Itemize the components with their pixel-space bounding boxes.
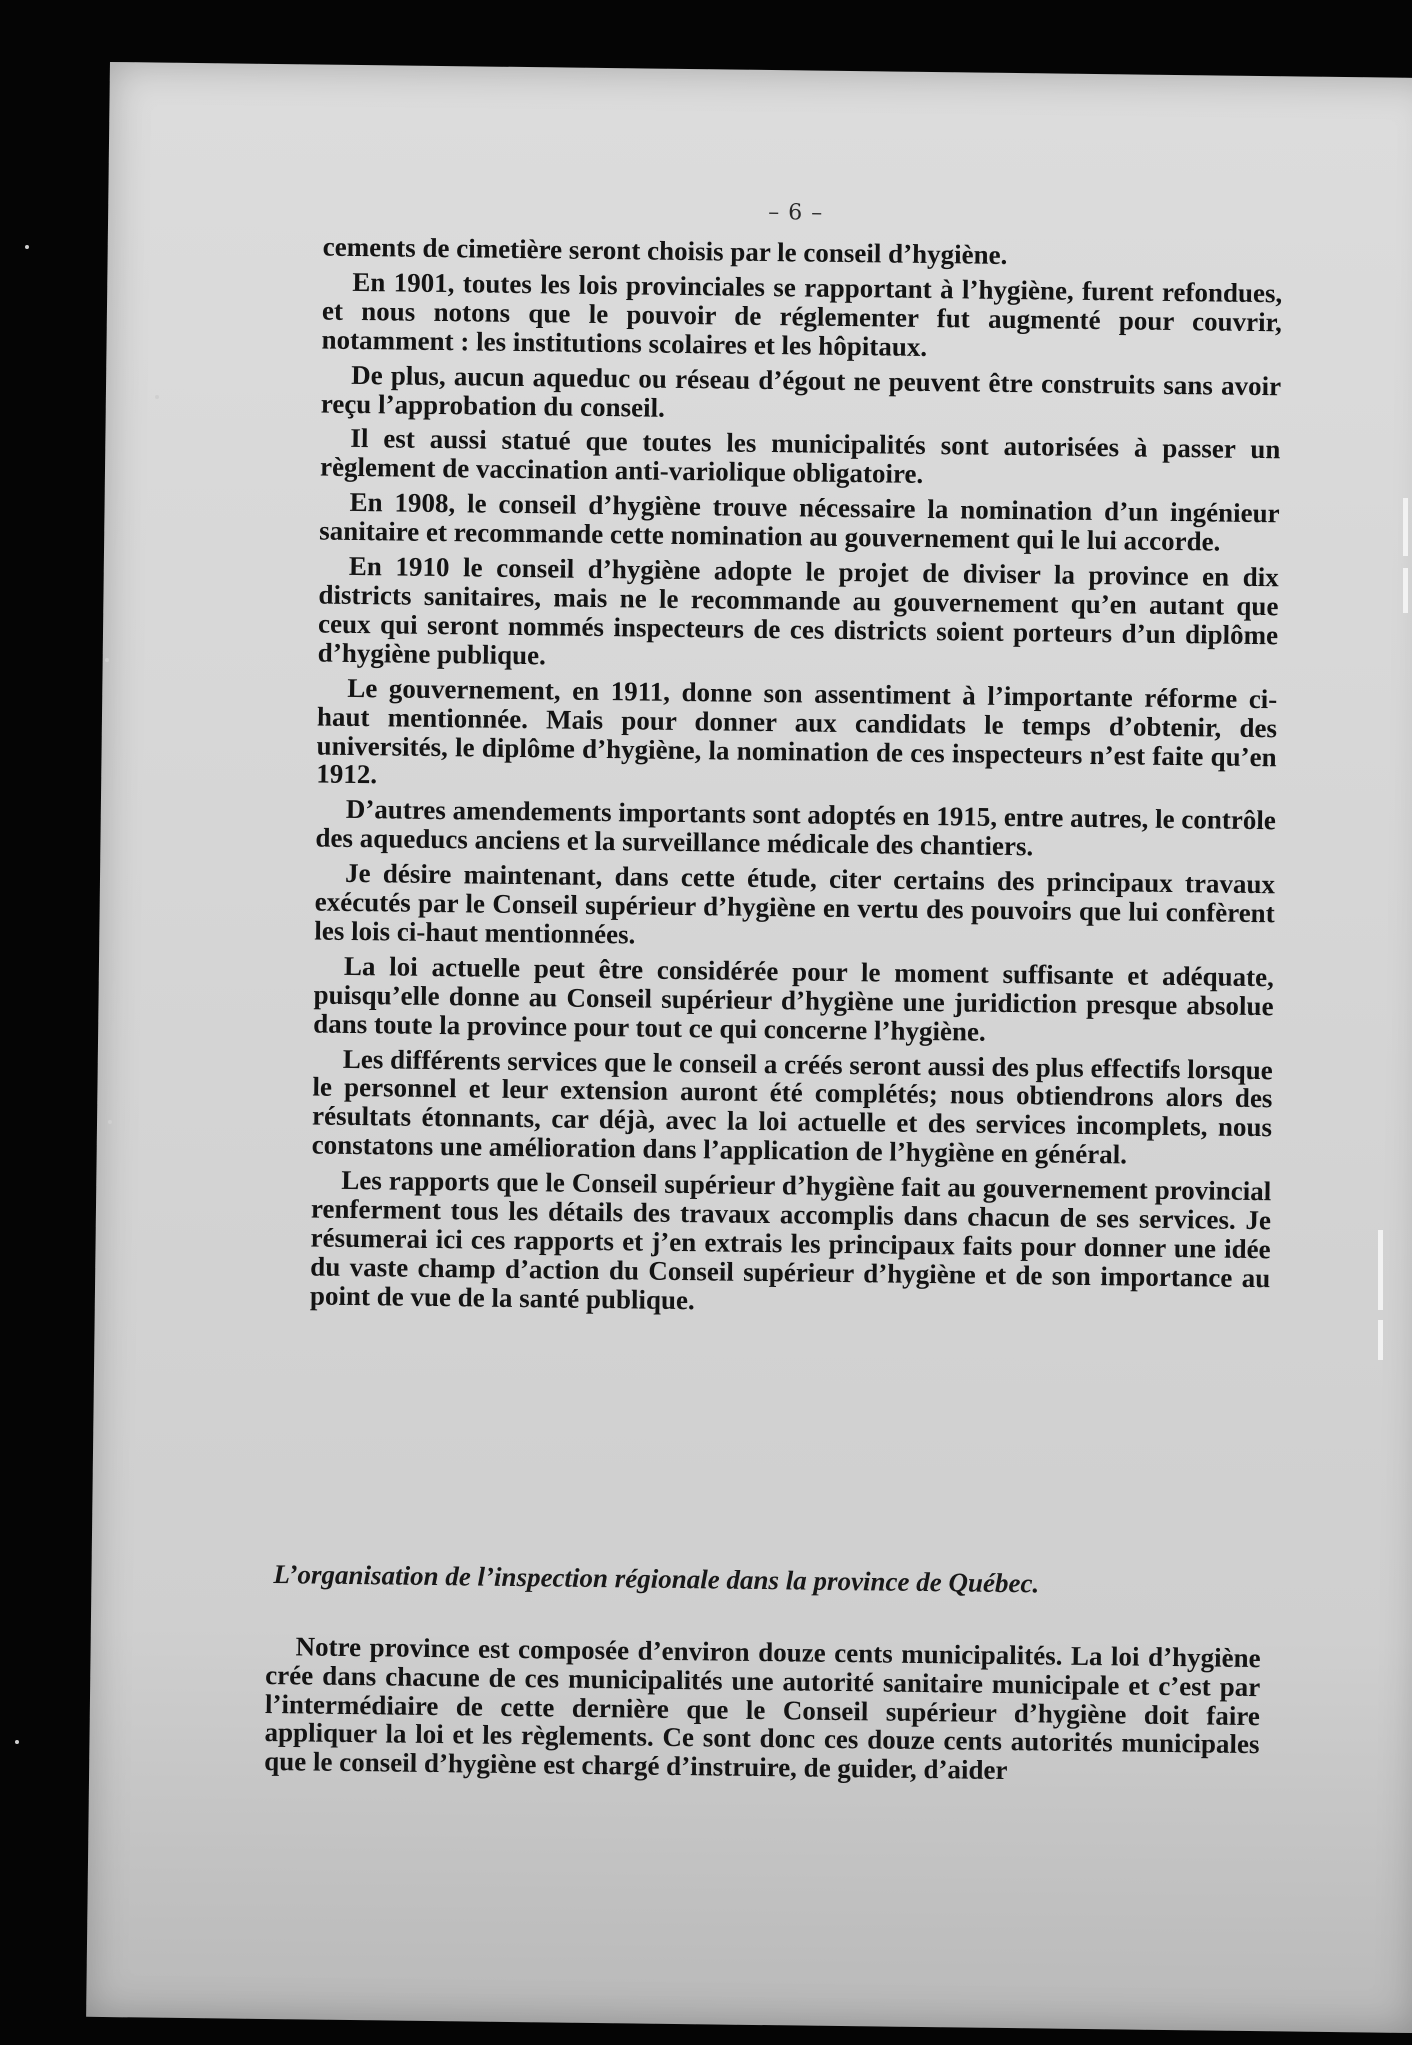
paragraph: Les différents services que le conseil a créés seront aussi des plus effectifs lorsque le personnel et leur extension auront été complétés; nous obtiendrons alors des résultats étonnants, car déjà, avec la loi actuelle et des services incomplets, nous constatons une amélioration dans l’application de l’hygiène en général. (311, 1043, 1273, 1170)
paragraph: Le gouvernement, en 1911, donne son assentiment à l’importante réforme ci-haut mentionnée. Mais pour donner aux candidats le temps d’obtenir, des universités, le diplôme d’hygiène, la nomination de ces inspecteurs n’est faite qu’en 1912. (316, 672, 1278, 790)
paragraph: D’autres amendements importants sont adoptés en 1915, entre autres, le contrôle des aqueducs anciens et la surveillance médicale des chantiers. (315, 794, 1276, 862)
document-page (86, 62, 1412, 2033)
paragraph: Il est aussi statué que toutes les municipalités sont autorisées à passer un règlement de vaccination anti-variolique obligatoire. (319, 423, 1281, 490)
scan-speck (108, 1120, 112, 1124)
section-title: L’organisation de l’inspection régionale dans la province de Québec. (273, 1559, 1040, 1599)
scan-speck (25, 245, 29, 249)
paragraph: Je désire maintenant, dans cette étude, citer certains des principaux travaux exécutés par le Conseil supérieur d’hygiène en vertu des pouvoirs que lui confèrent les lois ci-haut mentionnées. (314, 858, 1276, 950)
paragraph: Notre province est composée d’environ douze cents municipalités. La loi d’hygiène crée dans chacune de ces municipalités une autorité sanitaire municipale et c’est par l’intermédiaire de cette dernière que le Conseil supérieur d’hygiène doit faire appliquer la loi et les règlements. Ce sont donc ces douze cents autorités municipales que le conseil d’hygiène est chargé d’instruire, de guider, d’aider (264, 1631, 1261, 1786)
paragraph: La loi actuelle peut être considérée pour le moment suffisante et adéquate, puisqu’elle donne au Conseil supérieur d’hygiène une juridiction presque absolue dans toute la province pour tout ce qui concerne l’hygiène. (313, 950, 1275, 1047)
scan-speck (15, 1740, 19, 1744)
scan-edge-mark (1378, 1320, 1383, 1360)
page-number: – 6 – (768, 200, 824, 226)
scan-edge-mark (1403, 568, 1408, 613)
scan-speck (105, 658, 109, 662)
paragraph: En 1901, toutes les lois provinciales se rapportant à l’hygiène, furent refondues, et nous notons que le pouvoir de réglementer fut augmenté pour couvrir, notamment : les institutions scolaires et les hôpitaux. (321, 266, 1283, 362)
scan-edge-mark (1378, 1230, 1383, 1310)
paragraph: cements de cimetière seront choisis par le conseil d’hygiène. (322, 231, 1008, 270)
body-text (310, 233, 1283, 1328)
paragraph: Les rapports que le Conseil supérieur d’hygiène fait au gouvernement provincial renferment tous les détails des travaux accomplis dans chacun de ses services. Je résumerai ici ces rapports et j’en extrais les principaux faits pour donner une idée du vaste champ d’action du Conseil supérieur d’hygiène et de son importance au point de vue de la santé publique. (309, 1165, 1272, 1315)
scan-edge-mark (1403, 498, 1408, 556)
section-body-text (264, 1632, 1261, 1788)
paragraph: En 1910 le conseil d’hygiène adopte le projet de diviser la province en dix districts sanitaires, mais ne le recommande au gouvernement qu’en autant que ceux qui seront nommés inspecteurs de ces districts soient porteurs d’un diplôme d’hygiène publique. (317, 550, 1279, 671)
scan-speck (155, 395, 159, 399)
paragraph: De plus, aucun aqueduc ou réseau d’égout ne peuvent être construits sans avoir reçu l’approbation du conseil. (320, 359, 1282, 423)
paragraph: En 1908, le conseil d’hygiène trouve nécessaire la nomination d’un ingénieur sanitaire et recommande cette nomination au gouvernement qui le lui accorde. (319, 487, 1280, 557)
